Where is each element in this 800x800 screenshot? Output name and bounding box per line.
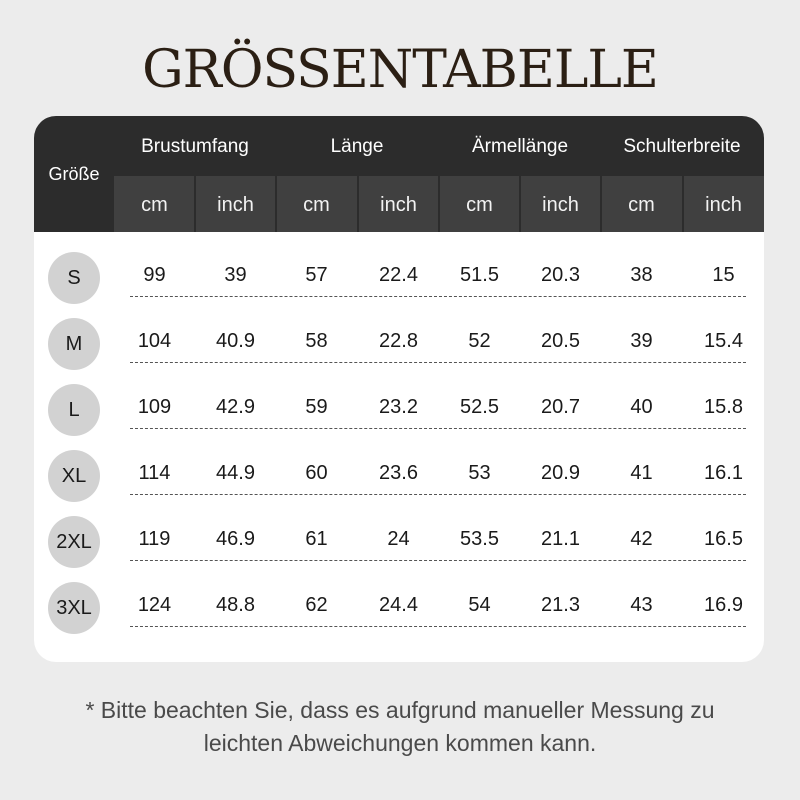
table-cell: 21.3 [541, 594, 580, 616]
table-cell: 24.4 [379, 594, 418, 616]
table-row [34, 572, 764, 638]
table-cell: 54 [468, 594, 491, 616]
table-cell: 48.8 [216, 594, 255, 616]
table-cell: 22.4 [379, 264, 418, 286]
size-column-header: Größe [48, 164, 100, 184]
unit-header: cm [466, 194, 493, 216]
table-cell: 114 [138, 462, 171, 484]
page-title: GRÖSSENTABELLE [142, 40, 658, 100]
table-row [34, 506, 764, 572]
table-cell: 104 [137, 330, 172, 352]
table-cell: 119 [138, 528, 171, 550]
table-cell: 99 [143, 264, 166, 286]
table-cell: 44.9 [216, 462, 255, 484]
size-badge: 2XL [48, 516, 100, 568]
table-cell: 22.8 [379, 330, 418, 352]
row-divider [130, 296, 746, 297]
table-cell: 16.5 [704, 528, 743, 550]
row-divider [130, 560, 746, 561]
table-cell: 41 [630, 462, 653, 484]
table-cell: 62 [305, 594, 328, 616]
table-cell: 40.9 [216, 330, 255, 352]
unit-header: inch [217, 194, 254, 216]
note-line-2: leichten Abweichungen kommen kann. [203, 730, 597, 756]
row-divider [130, 494, 746, 495]
table-cell: 38 [630, 264, 653, 286]
table-cell: 39 [224, 264, 247, 286]
table-cell: 124 [137, 594, 172, 616]
unit-header: inch [705, 194, 742, 216]
measurement-note [0, 694, 800, 760]
table-cell: 40 [630, 396, 653, 418]
table-cell: 52.5 [460, 396, 499, 418]
table-row [34, 308, 764, 374]
table-cell: 39 [630, 330, 653, 352]
table-cell: 42.9 [216, 396, 255, 418]
table-cell: 61 [305, 528, 328, 550]
note-line-1: * Bitte beachten Sie, dass es aufgrund manueller Messung zu [85, 697, 715, 723]
table-cell: 24 [387, 528, 410, 550]
unit-header: cm [141, 194, 168, 216]
table-cell: 20.5 [541, 330, 580, 352]
unit-header: inch [380, 194, 417, 216]
table-cell: 53.5 [460, 528, 499, 550]
table-cell: 20.3 [541, 264, 580, 286]
table-cell: 53 [468, 462, 491, 484]
table-row [34, 374, 764, 440]
table-cell: 20.7 [541, 396, 580, 418]
table-cell: 52 [468, 330, 491, 352]
row-divider [130, 428, 746, 429]
group-header-sleeve: Ärmellänge [471, 136, 569, 157]
group-header-shoulder: Schulterbreite [623, 136, 741, 157]
table-cell: 23.6 [379, 462, 418, 484]
table-cell: 43 [630, 594, 653, 616]
table-header [34, 116, 764, 232]
size-badge: XL [48, 450, 100, 502]
group-header-chest: Brustumfang [141, 136, 249, 157]
table-cell: 15.8 [704, 396, 743, 418]
unit-header: cm [628, 194, 655, 216]
size-badge: M [48, 318, 100, 370]
table-cell: 20.9 [541, 462, 580, 484]
table-cell: 51.5 [460, 264, 499, 286]
table-cell: 23.2 [379, 396, 418, 418]
group-header-length: Länge [330, 136, 384, 157]
table-row [34, 242, 764, 308]
table-cell: 58 [305, 330, 328, 352]
unit-header: cm [303, 194, 330, 216]
table-cell: 21.1 [541, 528, 580, 550]
row-divider [130, 626, 746, 627]
size-table [34, 116, 764, 662]
table-cell: 59 [305, 396, 328, 418]
table-cell: 16.1 [704, 462, 743, 484]
table-cell: 109 [137, 396, 172, 418]
table-cell: 15 [712, 264, 735, 286]
table-row [34, 440, 764, 506]
row-divider [130, 362, 746, 363]
table-cell: 42 [630, 528, 653, 550]
table-cell: 57 [305, 264, 328, 286]
unit-header: inch [542, 194, 579, 216]
size-badge: S [48, 252, 100, 304]
table-cell: 46.9 [216, 528, 255, 550]
size-badge: 3XL [48, 582, 100, 634]
size-badge: L [48, 384, 100, 436]
table-cell: 15.4 [704, 330, 743, 352]
table-cell: 60 [305, 462, 328, 484]
table-cell: 16.9 [704, 594, 743, 616]
